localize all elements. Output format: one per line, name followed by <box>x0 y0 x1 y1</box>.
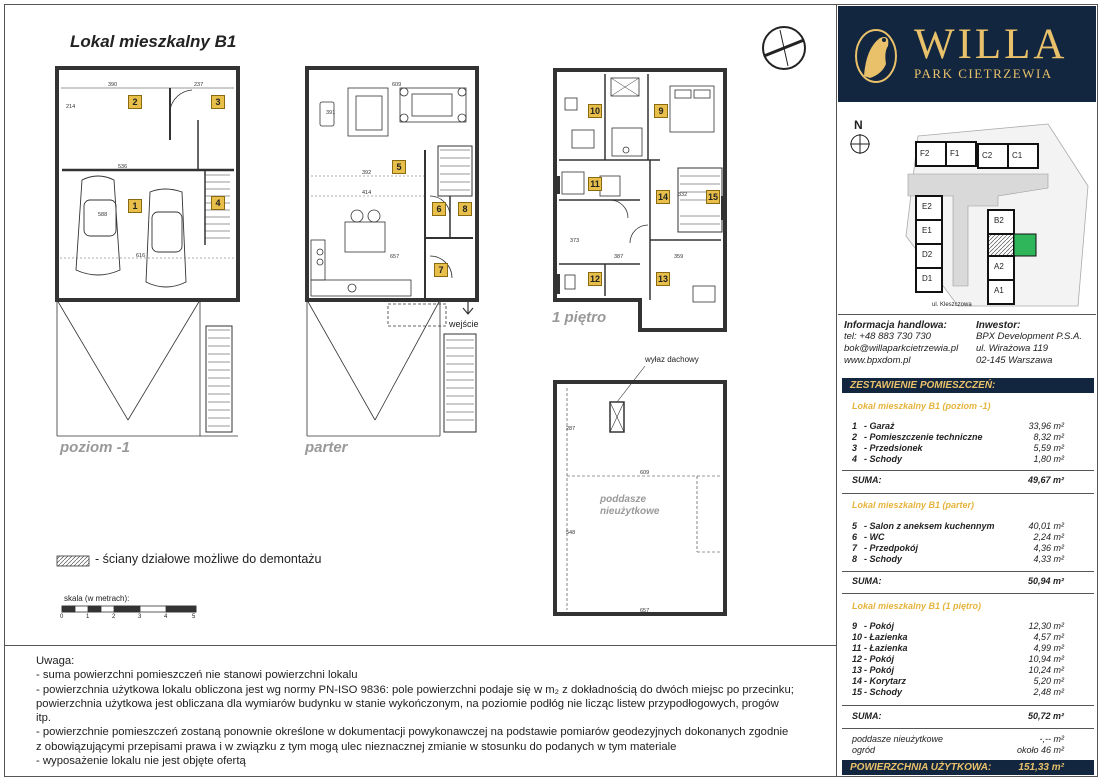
room-area: 4,36 m² <box>1033 543 1064 553</box>
sum-label: SUMA: <box>852 711 882 721</box>
room-no: 12 <box>852 654 863 664</box>
divider <box>842 728 1094 729</box>
room-row <box>852 643 1064 654</box>
room-name: - Korytarz <box>864 676 907 686</box>
notes-block <box>36 654 796 768</box>
side-divider <box>836 4 837 777</box>
total-label: POWIERZCHNIA UŻYTKOWA: <box>850 762 992 773</box>
dim-label: 332 <box>678 192 688 198</box>
room-badge-1: 1 <box>128 199 142 213</box>
room-name: - Przedpokój <box>864 543 919 553</box>
dim-label: 548 <box>566 530 576 536</box>
sales-heading: Informacja handlowa: <box>844 320 947 331</box>
room-area: 4,57 m² <box>1033 632 1064 642</box>
room-badge-4: 4 <box>211 196 225 210</box>
logo-main-text: WILLA <box>914 21 1068 68</box>
room-badge-13: 13 <box>657 274 668 284</box>
extra-row <box>852 734 1064 745</box>
room-no: 9 <box>852 621 858 631</box>
roof-hatch-label: wyłaz dachowy <box>645 355 699 364</box>
room-row <box>852 543 1064 554</box>
divider <box>842 571 1094 572</box>
dim-label: 390 <box>108 82 118 88</box>
room-no: 2 <box>852 432 858 442</box>
room-name: - Garaż <box>864 421 895 431</box>
room-badge-10: 10 <box>589 106 600 116</box>
dim-label: 536 <box>118 164 128 170</box>
room-badge-8: 8 <box>458 202 472 216</box>
dim-label: 657 <box>390 254 400 260</box>
investor-contact <box>976 320 1096 367</box>
room-name: - Schody <box>864 687 903 697</box>
extra-area: -,-- m² <box>1039 734 1064 744</box>
room-area: 4,99 m² <box>1033 643 1064 653</box>
plan-attic <box>555 366 725 614</box>
room-row <box>852 632 1064 643</box>
summary-heading: ZESTAWIENIE POMIESZCZEŃ: <box>842 378 1094 393</box>
divider <box>842 493 1094 494</box>
plan-first <box>555 70 725 330</box>
room-area: 10,94 m² <box>1028 654 1064 664</box>
investor-line: ul. Wirażowa 119 <box>976 343 1049 354</box>
dim-label: 609 <box>392 82 402 88</box>
room-no: 14 <box>852 676 863 686</box>
room-badge-5: 5 <box>392 160 406 174</box>
section-title: Lokal mieszkalny B1 (1 piętro) <box>852 601 982 611</box>
room-row <box>852 421 1064 432</box>
divider <box>842 470 1094 471</box>
dim-label: 616 <box>136 253 146 259</box>
page-title: Lokal mieszkalny B1 <box>70 32 237 51</box>
room-row <box>852 676 1064 687</box>
site-label-C1: C1 <box>1012 151 1023 160</box>
divider <box>842 705 1094 706</box>
level-label-first: 1 piętro <box>552 309 607 326</box>
scale-tick-1: 1 <box>86 614 90 620</box>
room-badge-7: 7 <box>434 263 448 277</box>
scale-tick-3: 3 <box>138 614 142 620</box>
room-badge-15: 15 <box>707 192 718 202</box>
sum-value: 49,67 m² <box>1027 475 1064 485</box>
extra-name: ogród <box>852 745 876 755</box>
sum-value: 50,72 m² <box>1027 711 1064 721</box>
room-area: 8,32 m² <box>1033 432 1064 442</box>
room-area: 2,24 m² <box>1033 532 1064 542</box>
room-no: 4 <box>852 454 858 464</box>
room-no: 6 <box>852 532 858 542</box>
extra-name: poddasze nieużytkowe <box>852 734 944 744</box>
room-name: - Przedsionek <box>864 443 923 453</box>
notes-line: - suma powierzchni pomieszczeń nie stanowi powierzchni lokalu <box>36 669 358 682</box>
investor-heading: Inwestor: <box>976 320 1021 331</box>
scale-tick-5: 5 <box>192 614 196 620</box>
sales-phone: tel: +48 883 730 730 <box>844 331 931 342</box>
room-no: 1 <box>852 421 858 431</box>
site-plan <box>838 106 1096 315</box>
sales-email: bok@willaparkcietrzewia.pl <box>844 343 959 354</box>
room-name: - WC <box>864 532 885 542</box>
site-label-F1: F1 <box>950 149 960 158</box>
site-label-A1: A1 <box>994 286 1004 295</box>
room-no: 10 <box>852 632 863 642</box>
scale-tick-4: 4 <box>164 614 168 620</box>
dim-label: 373 <box>570 238 580 244</box>
dim-label: 588 <box>98 212 108 218</box>
room-area: 40,01 m² <box>1028 521 1064 531</box>
room-name: - Pokój <box>864 654 895 664</box>
north-arrow-icon <box>848 132 872 156</box>
room-row <box>852 432 1064 443</box>
sum-label: SUMA: <box>852 475 882 485</box>
site-label-C2: C2 <box>982 151 993 160</box>
dim-label: 414 <box>362 190 372 196</box>
attic-label: poddasze nieużytkowe <box>600 494 660 517</box>
scale-title: skala (w metrach): <box>64 594 130 603</box>
dim-label: 214 <box>66 104 76 110</box>
section-title: Lokal mieszkalny B1 (parter) <box>852 500 975 510</box>
room-badge-1: 2 <box>128 95 142 109</box>
entrance-label: wejście <box>449 319 479 329</box>
notes-line: - wyposażenie lokalu nie jest objęte ofertą <box>36 755 246 768</box>
total-band <box>842 760 1094 775</box>
notes-line: - powierzchnia użytkowa lokalu obliczona jest wg normy PN-ISO 9836: pole powierzchni podaje się w m₂ z dokładnością do dwóch miejsc po przecinku; powierzchnia użytkowa jest obliczana dla wymiarów budynku w stanie wykończonym, na poziomie podłóg nie licząc listew przypodłogowych, progów itp. <box>36 683 794 725</box>
dim-label: 391 <box>326 110 336 116</box>
legend-swatch <box>57 556 89 566</box>
plan-ground <box>307 68 477 436</box>
dim-label: 359 <box>674 254 684 260</box>
level-label-ground: parter <box>305 439 348 456</box>
room-area: 10,24 m² <box>1028 665 1064 675</box>
divider <box>842 593 1094 594</box>
scale-tick-0: 0 <box>60 614 64 620</box>
room-name: - Łazienka <box>864 632 908 642</box>
room-name: - Salon z aneksem kuchennym <box>864 521 995 531</box>
room-area: 4,33 m² <box>1033 554 1064 564</box>
legend-text: - ściany działowe możliwe do demontażu <box>95 552 322 566</box>
sales-website: www.bpxdom.pl <box>844 355 911 366</box>
logo-sub-text: PARK CIETRZEWIA <box>914 66 1053 81</box>
notes-heading: Uwaga: <box>36 655 75 667</box>
dim-label: 387 <box>614 254 624 260</box>
room-area: 12,30 m² <box>1028 621 1064 631</box>
room-area: 2,48 m² <box>1033 687 1064 697</box>
room-row <box>852 532 1064 543</box>
room-badge-6: 6 <box>432 202 446 216</box>
notes-line: - powierzchnie pomieszczeń zostaną ponownie określone w dokumentacji powykonawczej na podstawie pomiarów geodezyjnych dokonanych zgodnie z obowiązującymi przepisami prawa i w związku z tym mogą ulec nieznacznej zmianie w stosunku do podanych w tym materiale <box>36 726 789 753</box>
dim-label: 609 <box>640 470 650 476</box>
room-name: - Schody <box>864 554 903 564</box>
dim-label: 392 <box>362 170 372 176</box>
room-row <box>852 443 1064 454</box>
investor-line: 02-145 Warszawa <box>976 355 1053 366</box>
room-name: - Schody <box>864 454 903 464</box>
dim-label: 237 <box>194 82 204 88</box>
street-label: ul. Kleszczowa <box>932 302 972 308</box>
site-label-E1: E1 <box>922 226 932 235</box>
sum-label: SUMA: <box>852 576 882 586</box>
room-row <box>852 554 1064 565</box>
total-value: 151,33 m² <box>1018 762 1064 773</box>
investor-line: BPX Development P.S.A. <box>976 331 1082 342</box>
room-area: 1,80 m² <box>1033 454 1064 464</box>
site-label-D2: D2 <box>922 250 933 259</box>
section-sum <box>852 576 1064 586</box>
room-no: 13 <box>852 665 863 675</box>
scale-tick-2: 2 <box>112 614 116 620</box>
extra-area: około 46 m² <box>1016 745 1064 755</box>
room-no: 8 <box>852 554 858 564</box>
site-label-B2: B2 <box>994 216 1004 225</box>
level-label-basement: poziom -1 <box>60 439 130 456</box>
room-row <box>852 621 1064 632</box>
room-badge-3: 3 <box>211 95 225 109</box>
grouse-logo-icon <box>846 18 906 88</box>
room-row <box>852 665 1064 676</box>
room-row <box>852 687 1064 698</box>
north-label: N <box>854 118 863 132</box>
plan-basement <box>57 68 238 436</box>
room-name: - Pomieszczenie techniczne <box>864 432 983 442</box>
extra-row <box>852 745 1064 756</box>
room-no: 7 <box>852 543 858 553</box>
room-badge-11: 11 <box>588 177 602 191</box>
section-sum <box>852 711 1064 721</box>
site-label-E2: E2 <box>922 202 932 211</box>
dim-label: 657 <box>640 608 650 614</box>
sum-value: 50,94 m² <box>1027 576 1064 586</box>
room-area: 5,59 m² <box>1033 443 1064 453</box>
room-area: 5,20 m² <box>1033 676 1064 686</box>
room-area: 33,96 m² <box>1028 421 1064 431</box>
room-badge-14: 14 <box>657 192 668 202</box>
room-row <box>852 654 1064 665</box>
room-no: 15 <box>852 687 863 697</box>
room-badge-12: 12 <box>589 274 600 284</box>
room-row <box>852 521 1064 532</box>
site-label-F2: F2 <box>920 149 930 158</box>
room-name: - Pokój <box>864 665 895 675</box>
site-label-A2: A2 <box>994 262 1004 271</box>
section-sum <box>852 475 1064 485</box>
sales-contact <box>844 320 974 367</box>
room-no: 11 <box>852 643 862 653</box>
room-row <box>852 454 1064 465</box>
scale-bar <box>62 606 196 612</box>
site-label-D1: D1 <box>922 274 933 283</box>
room-no: 3 <box>852 443 858 453</box>
room-name: - Łazienka <box>864 643 908 653</box>
room-badge-9: 9 <box>654 104 668 118</box>
dim-label: 287 <box>566 426 576 432</box>
room-name: - Pokój <box>864 621 895 631</box>
section-title: Lokal mieszkalny B1 (poziom -1) <box>852 401 991 411</box>
room-no: 5 <box>852 521 858 531</box>
notes-divider <box>4 645 836 646</box>
